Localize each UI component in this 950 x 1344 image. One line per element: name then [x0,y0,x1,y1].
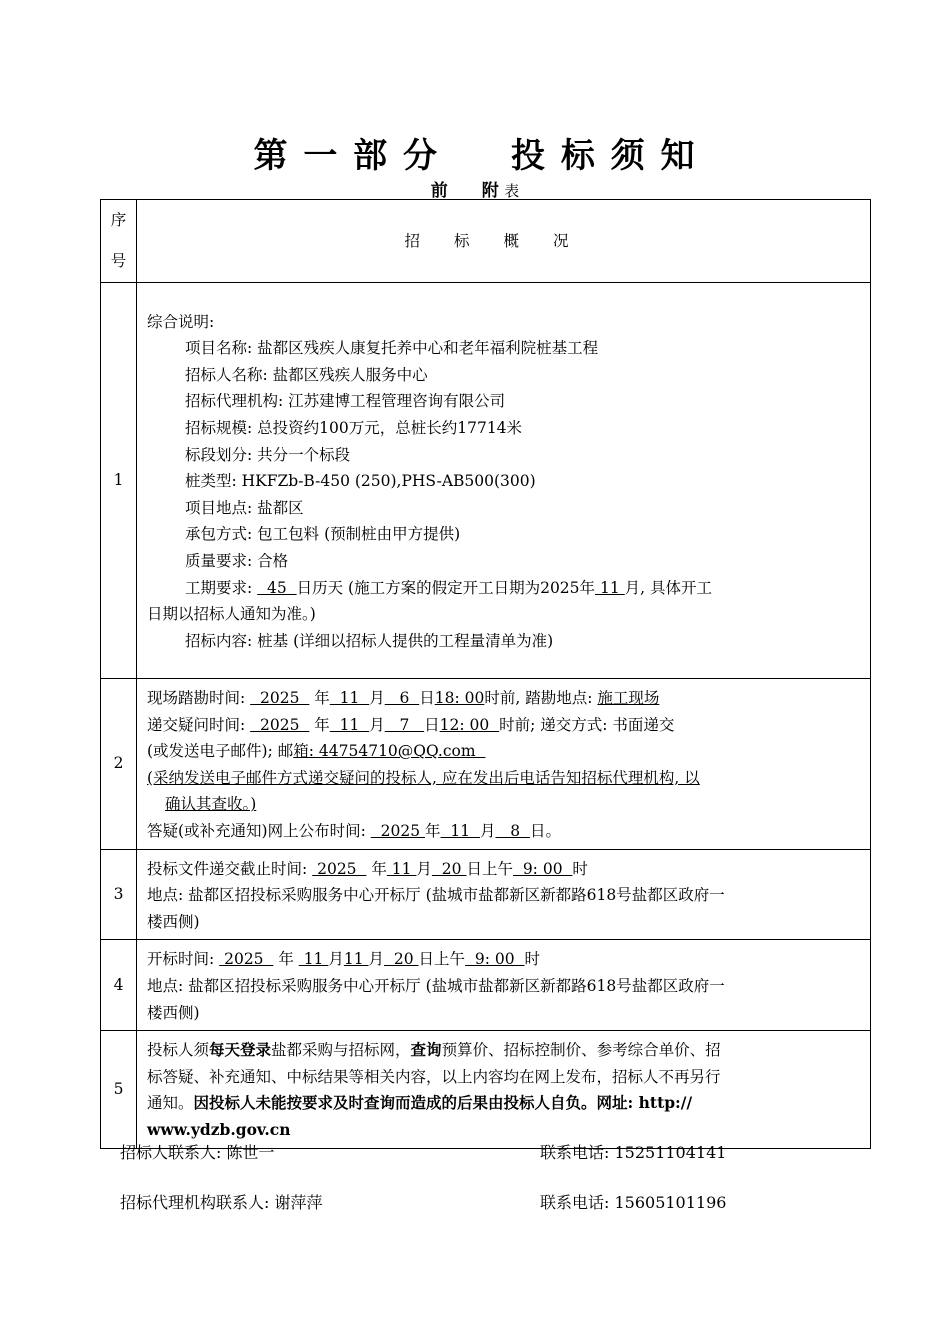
pile-type: 桩类型: HKFZb-B-450 (250),PHS-AB500(300) [185,472,536,491]
row-content-5 [137,1031,871,1148]
opening-label: 开标时间: [147,950,215,969]
notice-daily-login: 每天登录 [209,1040,272,1060]
visit-place-label: 时前, 踏勘地点: [484,689,593,707]
website-link[interactable]: www.ydzb.gov.cn [147,1119,291,1139]
email-note-1 [147,765,862,792]
period-end: 月, 具体开工 [624,578,712,597]
opening-time: 开标时间: 2025 年 11 月11 月 20 日上午 9: 00 时 [147,950,541,969]
question-year: 2025 [250,715,310,734]
answer-publish-time: 答疑(或补充通知)网上公布时间: 2025 年 11 月 8 日。 [147,821,561,840]
tenderer-name: 招标人名称: 盐都区残疾人服务中心 [185,365,428,384]
table-row [101,679,871,850]
opening-ampm: 日上午 [418,950,466,969]
deadline-year: 2025 [312,859,367,878]
header-title: 招标概况 [137,200,871,283]
intro-text: 综合说明: [147,312,215,331]
header-num [101,200,137,283]
visit-place: 施工现场 [597,689,660,707]
opening-place-1: 地点: 盐都区招投标采购服务中心开标厅 (盐城市盐都新区新都路618号盐都区政府一 [147,976,725,995]
answer-year: 2025 [370,821,425,840]
opening-day: 20 [384,950,419,969]
row-content-3 [137,849,871,940]
question-month: 11 [329,715,370,734]
period-requirement [147,575,862,602]
deadline-day: 20 [431,859,467,878]
tenderer-contact: 招标人联系人: 陈世一 [120,1143,275,1162]
deadline-month: 11 [386,859,417,878]
agency-contact-row [120,1190,840,1213]
table-header-row [101,200,871,283]
subtitle-suffix: 表 [504,182,520,200]
visit-month: 11 [329,689,370,707]
row-num: 2 [101,679,137,850]
page-subtitle [0,176,950,201]
contract-mode: 承包方式: 包工包料 (预制桩由甲方提供) [185,525,461,544]
agency-phone: 联系电话: 15605101196 [540,1193,727,1212]
answer-day: 8 [495,821,530,840]
question-day: 7 [384,715,425,734]
notice-t2: 盐都采购与招标网， [271,1041,411,1060]
answer-end: 日。 [529,821,561,840]
opening-month-1: 11 [298,950,329,969]
tender-scale: 招标规模: 总投资约100万元，总桩长约17714米 [185,419,523,438]
visit-day: 6 [384,689,420,707]
table-row [101,849,871,940]
period-days: 45 [257,578,297,597]
tender-summary-table [100,199,871,1149]
opening-time-value: 9: 00 [465,950,525,969]
question-method: 时前; 递交方式: 书面递交 [499,715,675,734]
submission-place-1: 地点: 盐都区招投标采购服务中心开标厅 (盐城市盐都新区新都路618号盐都区政府一 [147,886,725,905]
notice-responsibility: 因投标人未能按要求及时查询而造成的后果由投标人自负。网址: http:// [193,1093,693,1113]
notice-t1: 投标人须 [147,1041,210,1060]
deadline-time: 9: 00 [512,859,573,878]
page-title: 第 一 部 分 投 标 须 知 [253,136,697,176]
email-address: 箱: 44754710@QQ.com [293,742,486,761]
question-email [147,738,862,765]
deadline-end: 时 [572,859,588,878]
row-num: 4 [101,940,137,1031]
header-num-label: 序号 [110,211,127,270]
opening-month-2: 11 [343,950,369,969]
notice-t3: 预算价、招标控制价、参考综合单价、招 [441,1041,721,1060]
submission-deadline: 投标文件递交截止时间: 2025 年 11 月 20 日上午 9: 00 时 [147,859,588,878]
answer-label: 答疑(或补充通知)网上公布时间: [147,821,366,840]
visit-time: 18: 00 [434,689,485,707]
question-time: 递交疑问时间: 2025 年 11 月 7 日12: 00 时前; 递交方式: 书面递交 [147,715,675,734]
notice-line-3 [147,1090,862,1117]
table-row [101,283,871,679]
tenderer-phone: 联系电话: 15251104141 [540,1143,727,1162]
email-note-2 [147,791,862,818]
visit-year: 2025 [250,689,310,707]
notice-line-1 [147,1037,862,1064]
question-time-value: 12: 00 [439,715,500,734]
site-visit-time: 现场踏勘时间: 2025 年 11 月 6 日18: 00时前, 踏勘地点: 施工现场 [147,689,660,707]
notice-query: 查询 [410,1040,442,1060]
notice-line3a: 通知。 [147,1094,194,1113]
table-row [101,940,871,1031]
row-content-4 [137,940,871,1031]
deadline-ampm: 日上午 [466,859,513,878]
email-prefix: (或发送电子邮件); 邮 [147,742,294,761]
email-note-text-2: 确认其查收。) [165,795,257,814]
project-location: 项目地点: 盐都区 [185,498,304,517]
table-row [101,1031,871,1148]
subtitle-main: 前 附 [430,181,499,201]
row-content-2 [137,679,871,850]
row-content-1 [137,283,871,679]
deadline-label: 投标文件递交截止时间: [147,859,308,878]
agency-contact: 招标代理机构联系人: 谢萍萍 [120,1193,323,1212]
period-label: 工期要求: [185,578,253,597]
quality-requirement: 质量要求: 合格 [185,551,289,570]
opening-end: 时 [524,950,541,969]
tender-content: 招标内容: 桩基 (详细以招标人提供的工程量清单为准) [185,631,554,650]
section-division: 标段划分: 共分一个标段 [185,445,351,464]
period-mid: 日历天 (施工方案的假定开工日期为2025年 [296,578,596,597]
question-label: 递交疑问时间: [147,715,246,734]
email-note-text-1: (采纳发送电子邮件方式递交疑问的投标人, 应在发出后电话告知招标代理机构, 以 [147,768,700,787]
agency-name: 招标代理机构: 江苏建博工程管理咨询有限公司 [185,392,506,411]
submission-place-2: 楼西侧) [147,912,200,931]
opening-place-2: 楼西侧) [147,1003,200,1022]
tenderer-contact-row [120,1140,840,1163]
project-name: 项目名称: 盐都区残疾人康复托养中心和老年福利院桩基工程 [185,339,599,358]
row-num: 5 [101,1031,137,1148]
notice-line-2: 标答疑、补充通知、中标结果等相关内容，以上内容均在网上发布，招标人不再另行 [147,1067,721,1086]
opening-year: 2025 [219,950,274,969]
row-num: 1 [101,283,137,679]
period-line2: 日期以招标人通知为准。) [147,605,316,624]
period-month: 11 [595,578,625,597]
row-num: 3 [101,849,137,940]
answer-month: 11 [440,821,480,840]
visit-label: 现场踏勘时间: [147,689,246,707]
